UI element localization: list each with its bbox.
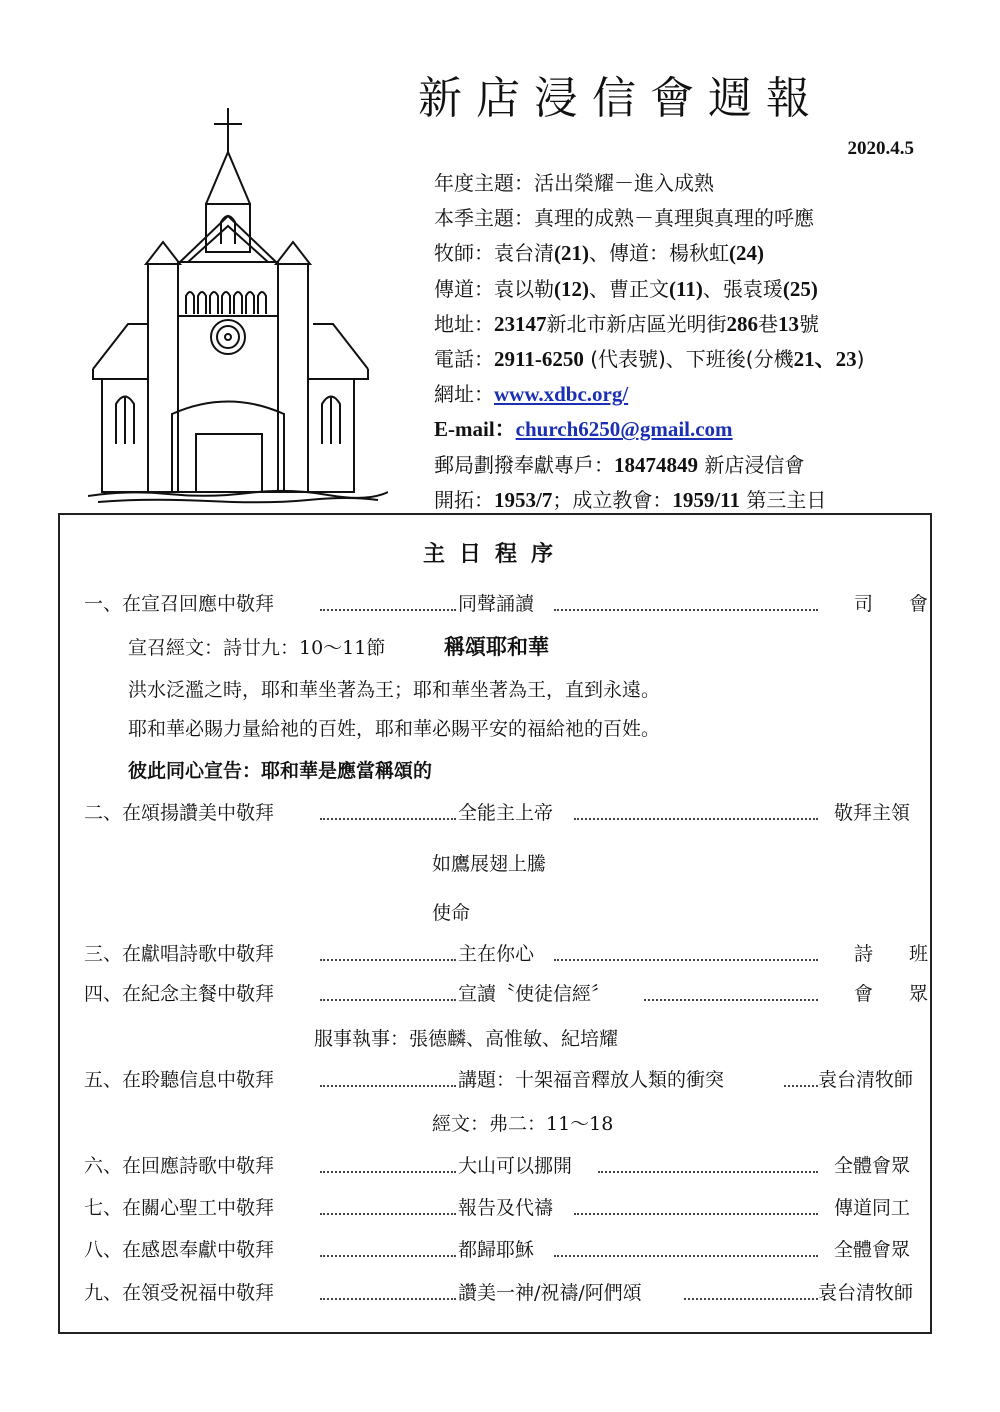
web-line [434,377,954,412]
founded-mid: ；成立教會： [552,487,673,512]
postal-name: 新店浸信會 [698,452,805,477]
address-no-2: 13 [778,311,799,336]
founded-label: 開拓： [434,487,494,512]
preacher-ext-1: (12) [554,276,589,301]
preacher-ext-3: (25) [782,276,818,301]
preacher-line [434,272,954,307]
preacher-mid-1: 、曹正文 [589,276,669,301]
pastor-mid: 、傳道：楊秋虹 [589,241,729,266]
program-title: 主日程序 [422,541,567,567]
verse-line-1: 洪水泛濫之時，耶和華坐著為王；耶和華坐著為王，直到永遠。 [128,679,661,701]
address-line [434,307,954,342]
program-item-right: 會眾 [854,983,965,1005]
bulletin-date: 2020.4.5 [847,138,914,159]
program-item-left: 三、在獻唱詩歌中敬拜 [84,943,275,965]
address-mid: 新北市新店區光明街 [546,311,727,336]
program-item-mid: 報告及代禱 [458,1197,554,1219]
website-link[interactable]: www.xdbc.org/ [494,382,629,407]
program-item-mid: 講題：十架福音釋放人類的衝突 [458,1069,725,1091]
email-label: E-mail： [434,417,516,442]
season-theme: 本季主題：真理的成熟－真理與真理的呼應 [434,206,814,231]
servers: 服事執事：張德麟、高惟敏、紀培耀 [314,1028,619,1050]
program-item-left: 八、在感恩奉獻中敬拜 [84,1239,275,1261]
program-item-left: 七、在關心聖工中敬拜 [84,1197,275,1219]
church-info [434,166,954,518]
address-zip: 23147 [494,311,547,336]
preacher-mid-2: 、張袁瑗 [702,276,783,301]
founded-date-2: 1959/11 [672,487,741,512]
church-illustration [88,104,388,504]
founded-date: 1953/7 [494,487,553,512]
program-item-left: 五、在聆聽信息中敬拜 [84,1069,275,1091]
program-item [84,589,965,619]
call-verse-label: 宣召經文：詩廿九：10～11節 [128,637,386,659]
program-item-right: 全體會眾 [833,1155,910,1177]
program-item-right: 傳道同工 [833,1197,910,1219]
phone-ext: 21、23 [793,347,857,372]
program-item-mid: 宣讀〝使徒信經〞 [458,983,611,1005]
phone-mid: (代表號)、下班後(分機 [583,347,794,372]
program-item-right: 袁台清牧師 [818,1069,914,1091]
preacher-ext-2: (11) [669,276,703,301]
founded-end: 第三主日 [740,487,827,512]
phone-end: ) [856,347,865,372]
address-end: 號 [799,311,819,336]
program-item-right: 司會 [854,593,965,615]
program-item-mid: 大山可以挪開 [458,1155,573,1177]
email-link[interactable]: church6250@gmail.com [515,417,733,442]
pastor-ext-2: (24) [729,241,764,266]
program-item-right: 全體會眾 [833,1239,910,1261]
program-item-right: 詩班 [854,943,965,965]
program-item-left: 九、在領受祝福中敬拜 [84,1282,275,1304]
program-item-right: 袁台清牧師 [818,1282,914,1304]
program-item-left: 四、在紀念主餐中敬拜 [84,983,275,1005]
preacher-label: 傳道：袁以勒 [434,276,554,301]
annual-theme: 年度主題：活出榮耀－進入成熟 [434,171,714,195]
declaration: 彼此同心宣告：耶和華是應當稱頌的 [128,760,433,782]
program-item-left: 六、在回應詩歌中敬拜 [84,1155,275,1177]
program-item-mid: 都歸耶穌 [458,1239,535,1261]
program-item [84,1065,914,1095]
verse-line-2: 耶和華必賜力量給祂的百姓，耶和華必賜平安的福給祂的百姓。 [128,718,661,740]
program-item-left: 一、在宣召回應中敬拜 [84,593,275,615]
pastor-ext: (21) [554,241,589,266]
call-verse-title: 稱頌耶和華 [444,634,549,659]
phone-number: 2911-6250 [494,347,584,372]
postal-number: 18474849 [614,452,698,477]
bulletin-title: 新店浸信會週報 [418,73,824,124]
program-item-mid: 讚美一神/祝禱/阿們頌 [458,1282,642,1304]
program-item-left: 二、在頌揚讚美中敬拜 [84,802,275,824]
pastor-line [434,236,954,271]
program-item [84,1151,910,1181]
pastor-label: 牧師：袁台清 [434,241,554,266]
song-2: 如鷹展翅上騰 [432,853,547,875]
phone-label: 電話： [434,347,494,372]
web-label: 網址： [434,382,494,407]
song-3: 使命 [432,902,471,924]
program-item [84,1193,910,1223]
program-item [84,939,965,969]
program-item [84,1235,910,1265]
program-item-mid: 全能主上帝 [458,802,554,824]
address-no: 286 [726,311,758,336]
program-item-mid: 同聲誦讀 [458,593,535,615]
scripture: 經文：弗二：11～18 [432,1113,614,1135]
program-box [58,513,965,1334]
address-mid-2: 巷 [758,311,778,336]
postal-label: 郵局劃撥奉獻專戶： [434,452,614,477]
program-item [84,1278,914,1308]
postal-line [434,448,954,483]
program-item [84,979,965,1009]
phone-line [434,342,954,377]
program-item [84,798,910,828]
program-item-right: 敬拜主領 [833,802,910,824]
email-line [434,412,954,447]
program-item-mid: 主在你心 [458,943,535,965]
address-label: 地址： [434,311,494,336]
